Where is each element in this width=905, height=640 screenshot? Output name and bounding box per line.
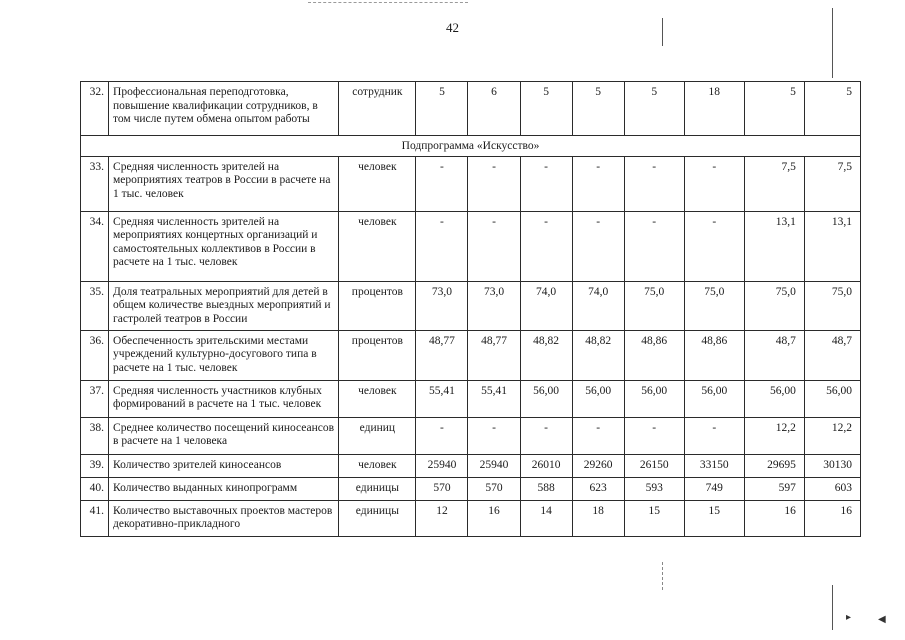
unit-of-measure: человек <box>339 156 416 211</box>
value-cell: 48,86 <box>684 330 744 380</box>
value-cell: 26150 <box>624 454 684 477</box>
value-cell: 75,0 <box>804 281 860 330</box>
indicator-name: Количество выданных кинопрограмм <box>109 477 339 500</box>
value-cell: 597 <box>744 477 804 500</box>
value-cell: 15 <box>624 500 684 536</box>
unit-of-measure: единицы <box>339 477 416 500</box>
value-cell: - <box>416 417 468 454</box>
value-cell: 48,7 <box>804 330 860 380</box>
value-cell: - <box>416 156 468 211</box>
value-cell: - <box>416 211 468 281</box>
value-cell: 5 <box>572 82 624 136</box>
value-cell: 603 <box>804 477 860 500</box>
section-header-row <box>81 136 861 157</box>
value-cell: 16 <box>804 500 860 536</box>
value-cell: 74,0 <box>520 281 572 330</box>
table-row <box>81 477 861 500</box>
row-number: 37. <box>81 380 109 417</box>
value-cell: 48,86 <box>624 330 684 380</box>
value-cell: 588 <box>520 477 572 500</box>
value-cell: - <box>572 156 624 211</box>
table-row <box>81 417 861 454</box>
table-row <box>81 500 861 536</box>
value-cell: 48,82 <box>520 330 572 380</box>
row-number: 39. <box>81 454 109 477</box>
indicator-name: Средняя численность зрителей на мероприятиях театров в России в расчете на 1 тыс. человек <box>109 156 339 211</box>
row-number: 34. <box>81 211 109 281</box>
value-cell: - <box>684 156 744 211</box>
margin-line-bottom-right <box>832 585 833 630</box>
value-cell: 56,00 <box>624 380 684 417</box>
value-cell: 13,1 <box>804 211 860 281</box>
value-cell: 5 <box>624 82 684 136</box>
indicator-name: Средняя численность зрителей на мероприятиях концертных организаций и самостоятельных коллективов в России в расчете на 1 тыс. человек <box>109 211 339 281</box>
value-cell: 75,0 <box>744 281 804 330</box>
value-cell: - <box>572 211 624 281</box>
value-cell: - <box>572 417 624 454</box>
table-body-bottom <box>81 156 861 536</box>
value-cell: 570 <box>416 477 468 500</box>
row-number: 41. <box>81 500 109 536</box>
value-cell: 5 <box>520 82 572 136</box>
value-cell: 16 <box>744 500 804 536</box>
table-row <box>81 330 861 380</box>
unit-of-measure: единицы <box>339 500 416 536</box>
row-number: 35. <box>81 281 109 330</box>
value-cell: - <box>468 211 520 281</box>
value-cell: 593 <box>624 477 684 500</box>
unit-of-measure: единиц <box>339 417 416 454</box>
row-number: 32. <box>81 82 109 136</box>
value-cell: - <box>520 417 572 454</box>
unit-of-measure: человек <box>339 454 416 477</box>
margin-line-right <box>832 8 833 78</box>
table-row <box>81 82 861 136</box>
value-cell: 6 <box>468 82 520 136</box>
unit-of-measure: процентов <box>339 281 416 330</box>
table-body-top <box>81 82 861 136</box>
value-cell: - <box>624 417 684 454</box>
value-cell: 48,7 <box>744 330 804 380</box>
top-scan-dashes <box>308 2 468 3</box>
indicator-name: Количество выставочных проектов мастеров декоративно-прикладного <box>109 500 339 536</box>
value-cell: 56,00 <box>572 380 624 417</box>
value-cell: 16 <box>468 500 520 536</box>
section-header-body <box>81 136 861 157</box>
value-cell: 48,77 <box>468 330 520 380</box>
row-number: 33. <box>81 156 109 211</box>
indicator-name: Количество зрителей киносеансов <box>109 454 339 477</box>
value-cell: 5 <box>744 82 804 136</box>
page-number: 42 <box>446 20 459 35</box>
value-cell: 55,41 <box>416 380 468 417</box>
value-cell: 749 <box>684 477 744 500</box>
indicator-name: Среднее количество посещений киносеансов в расчете на 1 человека <box>109 417 339 454</box>
value-cell: 623 <box>572 477 624 500</box>
indicators-table <box>80 81 861 537</box>
value-cell: 48,77 <box>416 330 468 380</box>
margin-line-mid <box>662 18 663 46</box>
value-cell: 56,00 <box>684 380 744 417</box>
value-cell: 73,0 <box>416 281 468 330</box>
value-cell: 75,0 <box>684 281 744 330</box>
value-cell: 73,0 <box>468 281 520 330</box>
scan-arrow-mark: ▸ <box>846 612 852 623</box>
value-cell: - <box>468 156 520 211</box>
unit-of-measure: сотрудник <box>339 82 416 136</box>
value-cell: 29695 <box>744 454 804 477</box>
value-cell: 18 <box>572 500 624 536</box>
indicator-name: Обеспеченность зрительскими местами учреждений культурно-досугового типа в расчете на 1 тыс. человек <box>109 330 339 380</box>
row-number: 40. <box>81 477 109 500</box>
value-cell: 12,2 <box>744 417 804 454</box>
value-cell: 13,1 <box>744 211 804 281</box>
table-row <box>81 156 861 211</box>
value-cell: - <box>684 417 744 454</box>
value-cell: 12 <box>416 500 468 536</box>
margin-line-bottom-mid <box>662 562 663 590</box>
value-cell: 55,41 <box>468 380 520 417</box>
value-cell: 56,00 <box>744 380 804 417</box>
value-cell: 30130 <box>804 454 860 477</box>
value-cell: 26010 <box>520 454 572 477</box>
value-cell: - <box>520 211 572 281</box>
indicator-name: Доля театральных мероприятий для детей в общем количестве выездных мероприятий и гастролей театров в России <box>109 281 339 330</box>
value-cell: 48,82 <box>572 330 624 380</box>
value-cell: 12,2 <box>804 417 860 454</box>
row-number: 36. <box>81 330 109 380</box>
row-number: 38. <box>81 417 109 454</box>
value-cell: 25940 <box>468 454 520 477</box>
value-cell: 29260 <box>572 454 624 477</box>
value-cell: 18 <box>684 82 744 136</box>
value-cell: - <box>468 417 520 454</box>
value-cell: 74,0 <box>572 281 624 330</box>
value-cell: 33150 <box>684 454 744 477</box>
value-cell: 14 <box>520 500 572 536</box>
value-cell: - <box>520 156 572 211</box>
section-title: Подпрограмма «Искусство» <box>81 136 861 157</box>
value-cell: 56,00 <box>804 380 860 417</box>
indicator-name: Профессиональная переподготовка, повышение квалификации сотрудников, в том числе путем обмена опытом работы <box>109 82 339 136</box>
value-cell: 570 <box>468 477 520 500</box>
value-cell: 25940 <box>416 454 468 477</box>
value-cell: - <box>624 156 684 211</box>
value-cell: 56,00 <box>520 380 572 417</box>
scan-arrow-mark-2: ◀ <box>878 614 886 625</box>
value-cell: 5 <box>416 82 468 136</box>
table-row <box>81 211 861 281</box>
indicator-name: Средняя численность участников клубных формирований в расчете на 1 тыс. человек <box>109 380 339 417</box>
value-cell: 7,5 <box>744 156 804 211</box>
value-cell: 7,5 <box>804 156 860 211</box>
table-row <box>81 380 861 417</box>
unit-of-measure: процентов <box>339 330 416 380</box>
value-cell: 5 <box>804 82 860 136</box>
unit-of-measure: человек <box>339 380 416 417</box>
value-cell: 15 <box>684 500 744 536</box>
unit-of-measure: человек <box>339 211 416 281</box>
value-cell: 75,0 <box>624 281 684 330</box>
value-cell: - <box>624 211 684 281</box>
value-cell: - <box>684 211 744 281</box>
table-row <box>81 454 861 477</box>
table-row <box>81 281 861 330</box>
